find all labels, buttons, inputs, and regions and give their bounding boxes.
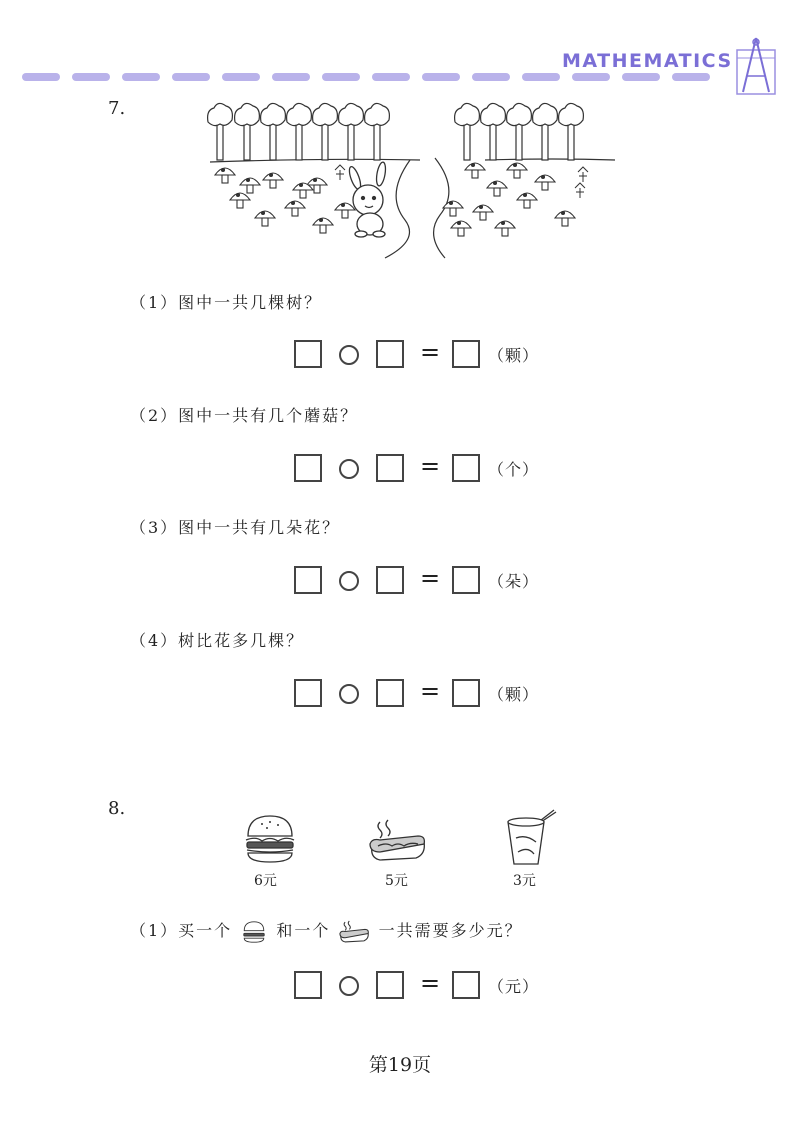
answer-box[interactable] [452,566,480,594]
operator-circle[interactable] [339,345,359,365]
answer-box[interactable] [294,566,322,594]
answer-box[interactable] [452,454,480,482]
answer-box[interactable] [376,971,404,999]
answer-box[interactable] [294,971,322,999]
forest-rabbit-scene-illustration [205,100,625,260]
answer-box[interactable] [452,340,480,368]
question-7-part-4: （4）树比花多几棵？ [130,631,305,650]
mushroom-icon [495,221,515,236]
answer-box[interactable] [376,340,404,368]
equals-sign: = [420,969,441,997]
header-dash [22,73,60,81]
mushroom-icon [507,163,527,178]
question-7-part-3: （3）图中一共有几朵花？ [130,518,341,537]
answer-box[interactable] [294,454,322,482]
unit-label: （元） [488,977,540,996]
header-dash [672,73,710,81]
compass-ruler-icon [733,36,779,98]
header-dash [572,73,610,81]
answer-box[interactable] [294,679,322,707]
mushroom-icon [285,201,305,216]
rabbit-icon [347,161,387,237]
question-8-part-1 [130,918,523,944]
tree-icon [313,103,338,160]
header-dash [522,73,560,81]
mushroom-icon [230,193,250,208]
tree-icon [339,103,364,160]
mushroom-icon [215,168,235,183]
header-dash [72,73,110,81]
brand-title: MATHEMATICS [562,50,733,72]
tree-icon [533,103,558,160]
header-dash [222,73,260,81]
hotdog-icon [366,818,428,864]
page-number: 第19页 [368,1054,432,1076]
question-8-middle: 和一个 [276,921,331,940]
answer-box[interactable] [452,971,480,999]
unit-label: （颗） [488,346,540,365]
question-7-part-1: （1）图中一共几棵树？ [130,293,323,312]
question-number-7: 7. [108,98,126,119]
mushroom-icon [535,175,555,190]
operator-circle[interactable] [339,976,359,996]
header-dash [622,73,660,81]
header-dash-line [22,73,742,83]
equation-row [294,971,554,1001]
header-dash [422,73,460,81]
tree-icon [235,103,260,160]
answer-box[interactable] [376,679,404,707]
equation-row [294,566,554,596]
tree-icon [208,103,233,160]
mushroom-icon [263,173,283,188]
tree-icon [455,103,480,160]
burger-icon [239,920,269,944]
operator-circle[interactable] [339,459,359,479]
equals-sign: = [420,564,441,592]
question-number-8: 8. [108,798,126,819]
mushroom-icon [443,201,463,216]
burger-icon [242,812,298,866]
header-dash [322,73,360,81]
header-dash [472,73,510,81]
mushroom-icon [313,218,333,233]
equals-sign: = [420,677,441,705]
tree-icon [287,103,312,160]
mushroom-icon [255,211,275,226]
mushroom-icon [335,203,355,218]
unit-label: （个） [488,460,540,479]
mushroom-icon [517,193,537,208]
mushroom-icon [487,181,507,196]
question-7-part-2: （2）图中一共有几个蘑菇？ [130,406,359,425]
question-8-suffix: 一共需要多少元？ [378,921,523,940]
hotdog-price: 5元 [385,873,408,889]
operator-circle[interactable] [339,684,359,704]
unit-label: （朵） [488,572,540,591]
tree-icon [261,103,286,160]
tree-icon [559,103,584,160]
equation-row [294,454,554,484]
header-dash [272,73,310,81]
operator-circle[interactable] [339,571,359,591]
tree-icon [365,103,390,160]
mushroom-icon [473,205,493,220]
drink-cup-icon [500,808,560,868]
mushroom-icon [307,178,327,193]
burger-price: 6元 [254,873,277,889]
equation-row [294,340,554,370]
header-dash [372,73,410,81]
equals-sign: = [420,452,441,480]
tree-icon [481,103,506,160]
answer-box[interactable] [294,340,322,368]
equals-sign: = [420,338,441,366]
answer-box[interactable] [376,454,404,482]
unit-label: （颗） [488,685,540,704]
question-8-prefix: （1）买一个 [130,921,233,940]
hotdog-icon [337,920,371,944]
mushroom-icon [451,221,471,236]
answer-box[interactable] [376,566,404,594]
header-dash [172,73,210,81]
answer-box[interactable] [452,679,480,707]
mushroom-icon [240,178,260,193]
mushroom-icon [465,163,485,178]
mushroom-icon [555,211,575,226]
drink-price: 3元 [513,873,536,889]
equation-row [294,679,554,709]
header-dash [122,73,160,81]
tree-icon [507,103,532,160]
